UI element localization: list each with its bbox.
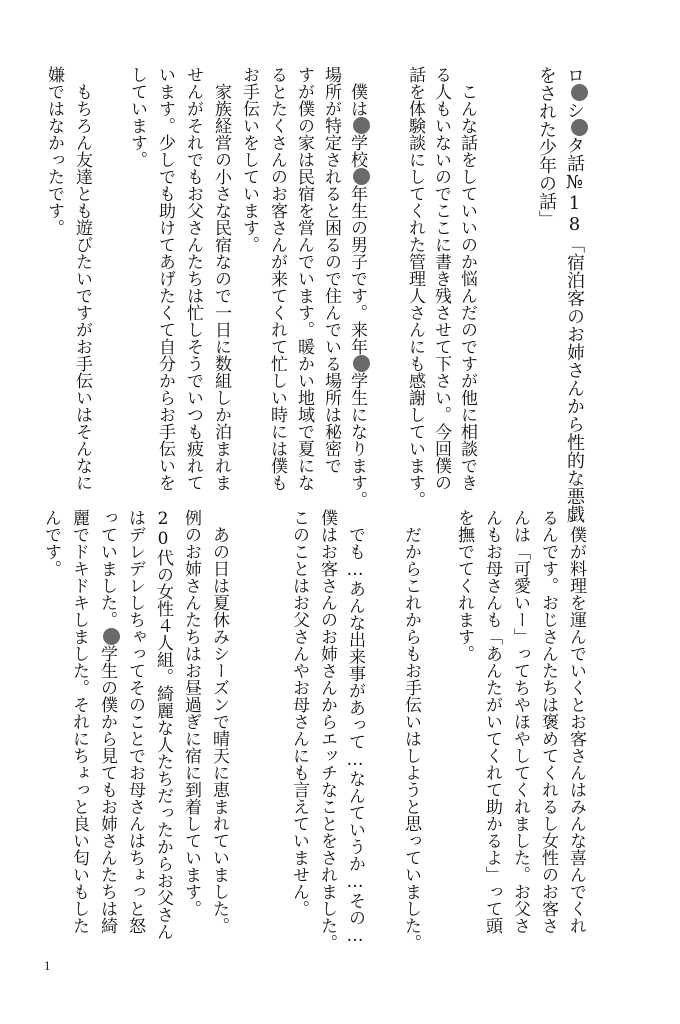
- paragraph-line: 麗でドキドキしました。それにちょっと良い匂いもした: [69, 509, 89, 934]
- paragraph-line: んもお母さんも「あんたがいてくれて助かるよ」って頭: [482, 509, 502, 934]
- paragraph-line: います。少しでも助けてあげたくて自分からお手伝いを: [155, 66, 175, 491]
- paragraph-line: お手伝いをしています。: [239, 66, 259, 253]
- paragraph-line: 例のお姉さんたちはお昼過ぎに宿に到着しています。: [181, 509, 201, 917]
- redaction-dot: [353, 168, 370, 185]
- redaction-dot: [571, 84, 588, 101]
- line-text: 僕は: [347, 66, 367, 117]
- title-text: ロ: [564, 66, 585, 84]
- paragraph-line: でも…あんな出来事があって…なんていうか…その…: [345, 509, 365, 946]
- page-number: 1: [44, 958, 51, 973]
- line-text: 学生の僕から見てもお姉さんたちは綺: [97, 645, 117, 934]
- paragraph-line: だからこれからもお手伝いはしようと思っていました。: [401, 509, 421, 951]
- paragraph-line: んです。: [41, 509, 61, 577]
- paragraph-line: すが僕の家は民宿を営んでいます。暖かい地域で夏にな: [294, 66, 314, 491]
- paragraph-line: 僕はお客さんのお姉さんからエッチなことをされました。: [317, 509, 337, 951]
- line-text: 学校: [347, 134, 367, 168]
- redaction-dot: [353, 117, 370, 134]
- paragraph-line: [94, 509, 120, 934]
- paragraph-line: せんがそれでもお父さんたちは忙しそうでいつも疲れて: [183, 66, 203, 491]
- paragraph-line: 場所が特定されると困るので住んでいる場所は秘密で: [321, 66, 341, 474]
- redaction-dot: [103, 628, 120, 645]
- story-title-line2: をされた少年の話」: [536, 66, 557, 228]
- paragraph-line: んは「可愛いー」ってちやほやしてくれました。お父さ: [510, 509, 530, 934]
- paragraph-line: あの日は夏休みシーズンで晴天に恵まれていました。: [209, 509, 229, 934]
- redaction-dot: [353, 355, 370, 372]
- title-text: シ: [564, 101, 585, 119]
- paragraph-line: 嫌ではなかったです。: [44, 66, 64, 236]
- redaction-dot: [571, 119, 588, 136]
- paragraph-line: はデレデレしちゃってそのことでお母さんはちょっと怒: [125, 509, 145, 934]
- paragraph-line: るんです。おじさんたちは褒めてくれるし女性のお客さ: [538, 509, 558, 934]
- line-text: 年生の男子です。来年: [347, 185, 367, 355]
- paragraph-line: るとたくさんのお客さんが来てくれて忙しい時には僕も: [267, 66, 287, 491]
- paragraph-line: 僕が料理を運んでいくとお客さんはみんな喜んでくれ: [566, 509, 586, 934]
- paragraph-line: を撫でてくれます。: [454, 509, 474, 662]
- paragraph-line: しています。: [127, 66, 147, 168]
- paragraph-line: もちろん友達とも遊びたいですがお手伝いはそんなに: [72, 66, 92, 491]
- paragraph-line: 20代の女性４人組。綺麗な人たちだったからお父さん: [153, 509, 173, 940]
- paragraph-line: このことはお父さんやお母さんにも言えていません。: [289, 509, 309, 917]
- paragraph-line: こんな話をしていいのか悩んだのですが他に相談でき: [457, 66, 477, 491]
- paragraph-line: 話を体験談にしてくれた管理人さんにも感謝しています。: [405, 66, 425, 508]
- story-title: [561, 66, 588, 523]
- paragraph-line: る人もいないのでここに書き残させて下さい。今回僕の: [431, 66, 451, 491]
- paragraph-line: 家族経営の小さな民宿なので一日に数組しか泊まれま: [211, 66, 231, 491]
- title-text: タ話№18「宿泊客のお姉さんから性的な悪戯: [564, 136, 585, 523]
- line-text: っていました。: [97, 509, 117, 628]
- paragraph-line: [344, 66, 370, 508]
- line-text: 学生になります。: [347, 372, 367, 508]
